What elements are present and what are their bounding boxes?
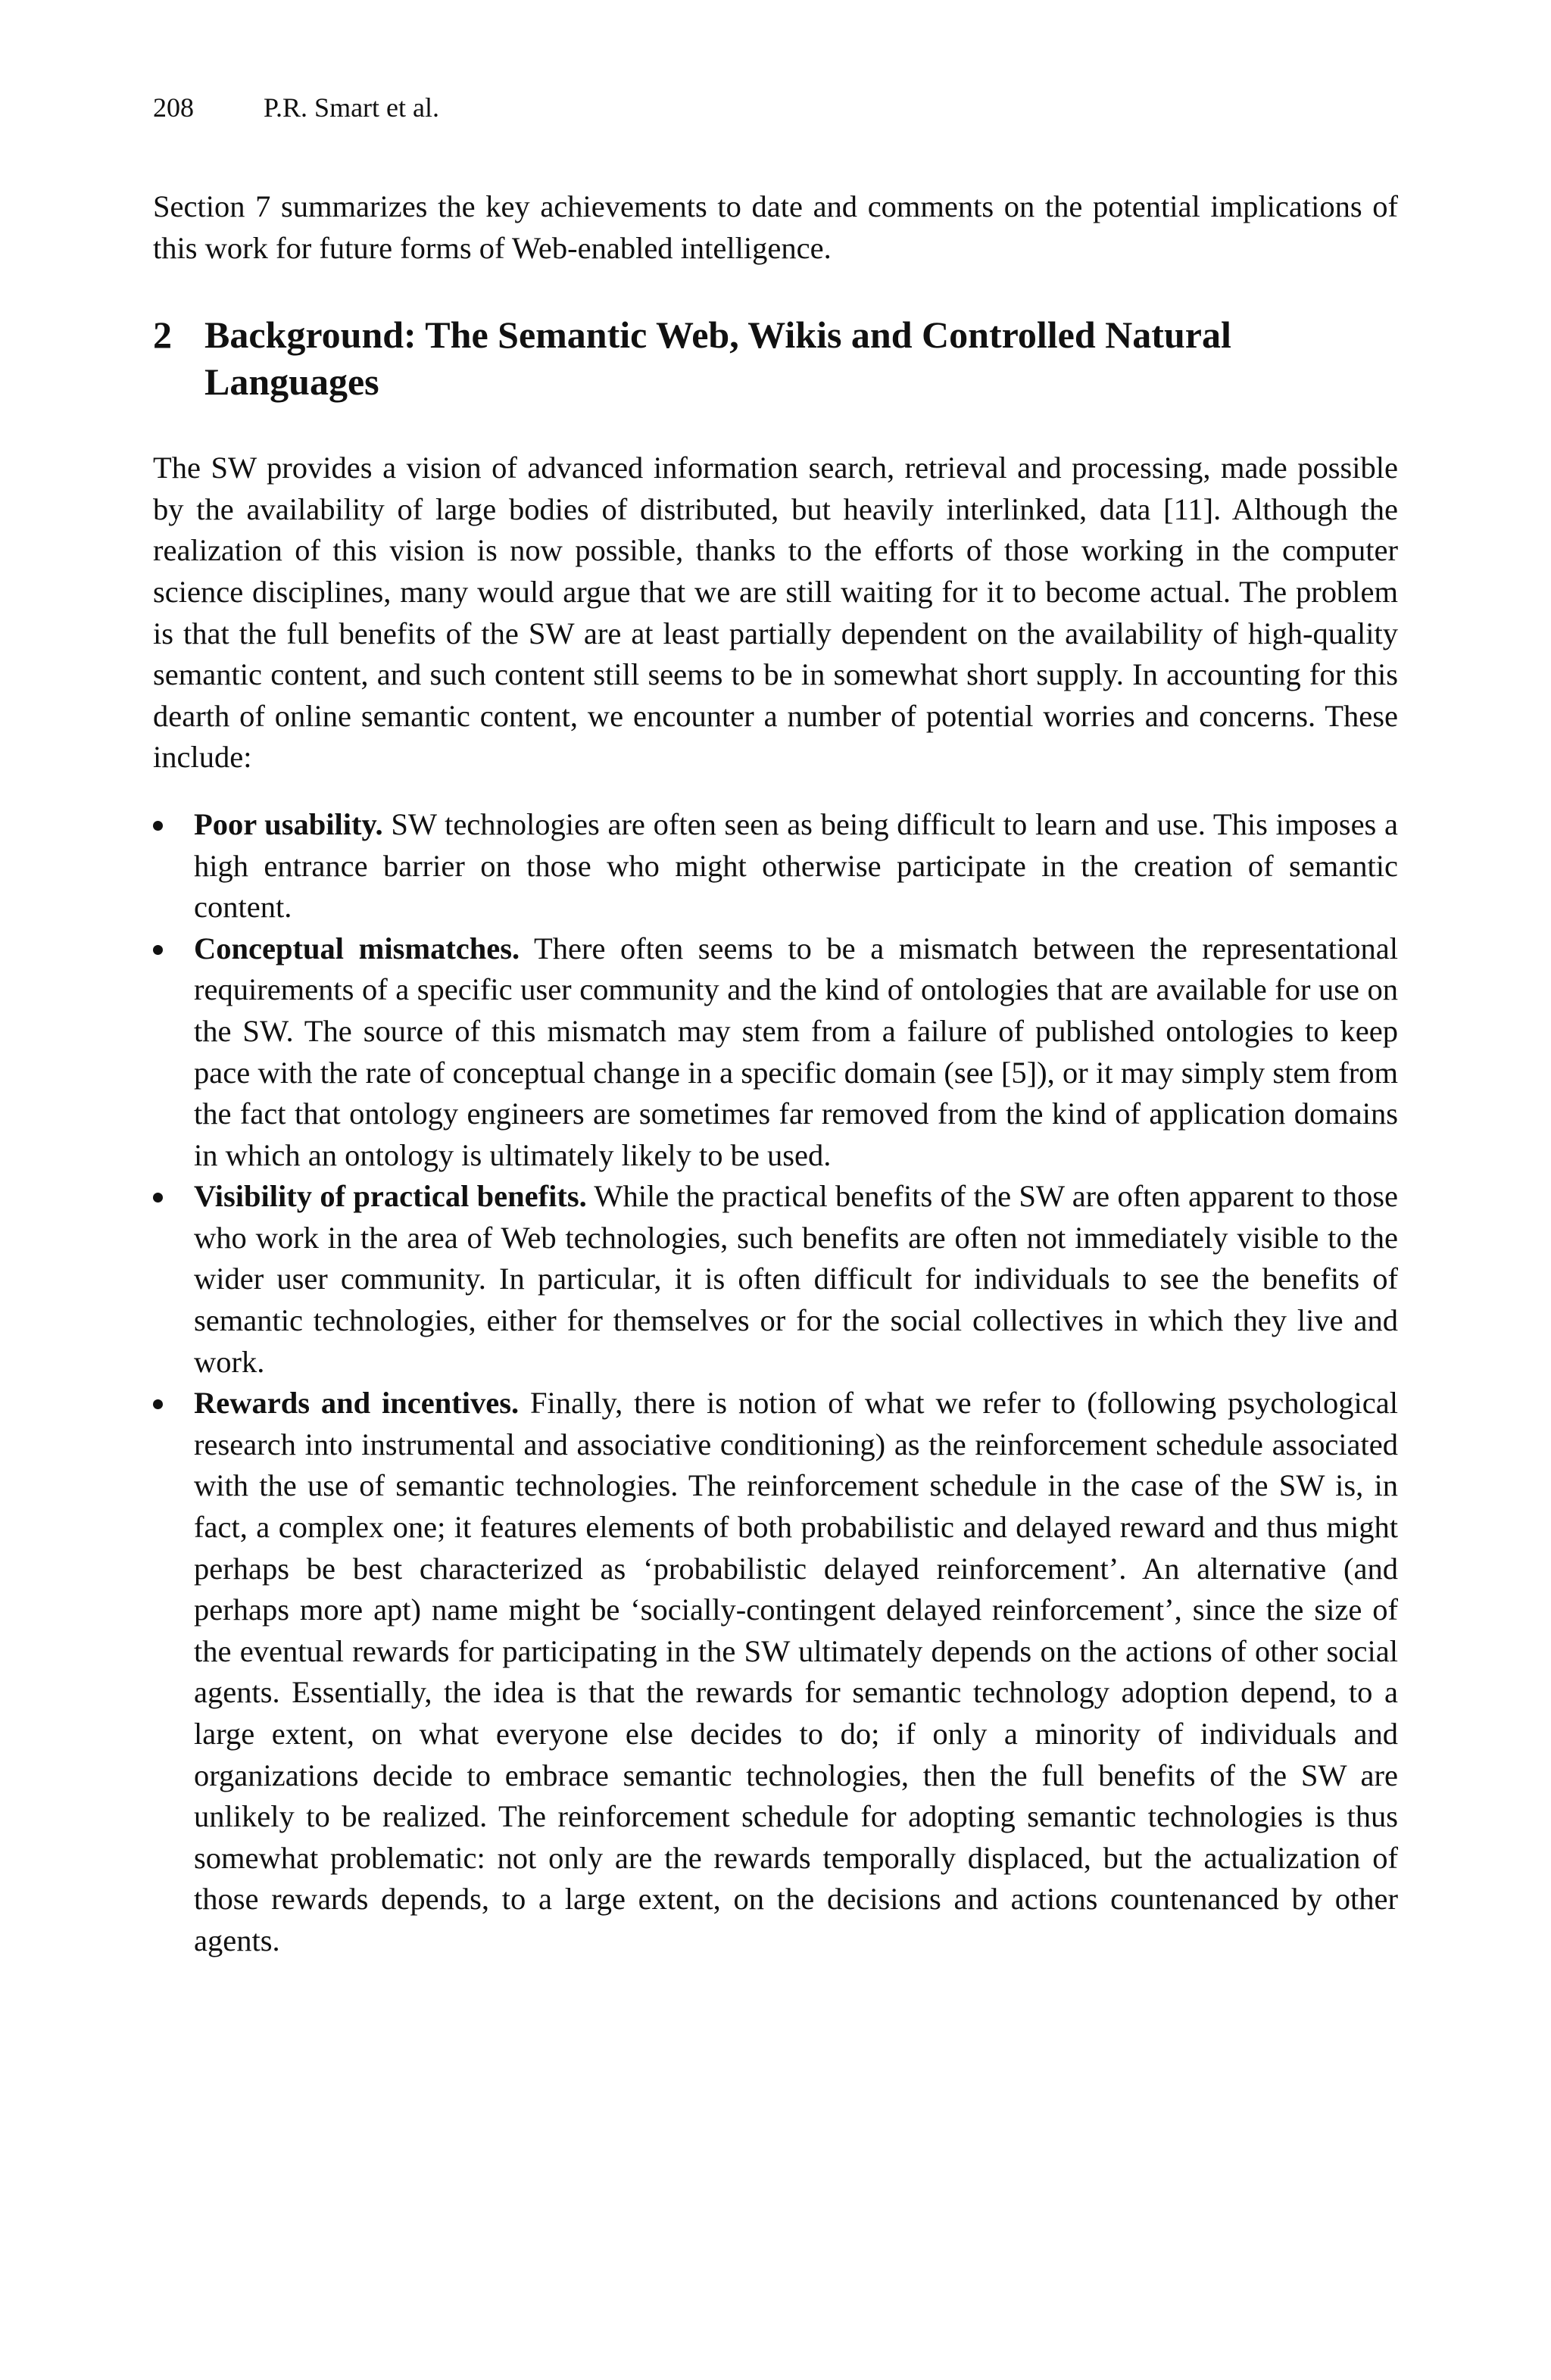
- list-item-text: SW technologies are often seen as being difficult to learn and use. This imposes a high entrance barrier on those who might otherwise participate in the creation of semantic content.: [194, 806, 1398, 925]
- list-item-text: Finally, there is notion of what we refer to (following psychological research into instrumental and associative conditioning) as the reinforcement schedule associated with the use of semantic technologies. The reinforcement schedule in the case of the SW is, in fact, a complex one; it features elements of both probabilistic and delayed reward and thus might perhaps be best characterized as ‘probabilistic delayed reinforcement’. An alternative (and perhaps more apt) name might be ‘socially-contingent delayed reinforcement’, since the size of the eventual rewards for participating in the SW ultimately depends on the actions of other social agents. Essentially, the idea is that the rewards for semantic technology adoption depend, to a large extent, on what everyone else decides to do; if only a minority of individuals and organizations decide to embrace semantic technologies, then the full benefits of the SW are unlikely to be realized. The reinforcement schedule for adopting semantic technologies is thus somewhat problematic: not only are the rewards temporally displaced, but the actualization of those rewards depends, to a large extent, on the decisions and actions countenanced by other agents.: [194, 1386, 1398, 1957]
- concerns-list: [153, 804, 1398, 1962]
- list-item-term: Visibility of practical benefits.: [194, 1179, 587, 1214]
- body-paragraph: The SW provides a vision of advanced information search, retrieval and processing, made possible by the availability of large bodies of distributed, but heavily interlinked, data [11]. Although the realization of this vision is now possible, thanks to the efforts of those working in the computer science disciplines, many would argue that we are still waiting for it to become actual. The problem is that the full benefits of the SW are at least partially dependent on the availability of high-quality semantic content, and such content still seems to be in somewhat short supply. In accounting for this dearth of online semantic content, we encounter a number of potential worries and concerns. These include:: [153, 451, 1398, 775]
- list-item-term: Rewards and incentives.: [194, 1386, 520, 1421]
- list-item-term: Poor usability.: [194, 806, 383, 841]
- intro-paragraph: Section 7 summarizes the key achievements to date and comments on the potential implications of this work for future forms of Web-enabled intelligence.: [153, 189, 1398, 265]
- page-number: 208: [153, 92, 194, 123]
- list-item-text: There often seems to be a mismatch between the representational requirements of a specific user community and the kind of ontologies that are available for use on the SW. The source of this mismatch may stem from a failure of published ontologies to keep pace with the rate of conceptual change in a specific domain (see [5]), or it may simply stem from the fact that ontology engineers are sometimes far removed from the kind of application domains in which an ontology is ultimately likely to be used.: [194, 931, 1398, 1172]
- bullet-dot: [153, 945, 163, 955]
- list-item-term: Conceptual mismatches.: [194, 931, 520, 965]
- running-head: [153, 91, 1398, 124]
- bullet-dot: [153, 1193, 163, 1202]
- list-item: [153, 804, 1398, 928]
- list-item-text: While the practical benefits of the SW are often apparent to those who work in the area of Web technologies, such benefits are often not immediately visible to the wider user community. In particular, it is often difficult for individuals to see the benefits of semantic technologies, either for themselves or for the social collectives in which they live and work.: [194, 1179, 1398, 1379]
- bullet-dot: [153, 1399, 163, 1409]
- section-number: 2: [153, 313, 172, 357]
- list-item: [153, 1383, 1398, 1961]
- list-item: [153, 928, 1398, 1177]
- running-head-authors: P.R. Smart et al.: [264, 92, 439, 123]
- section-heading: [153, 311, 1398, 405]
- section-title: Background: The Semantic Web, Wikis and Controlled Natural Languages: [204, 313, 1231, 404]
- bullet-dot: [153, 821, 163, 831]
- list-item: [153, 1176, 1398, 1383]
- paper-page: [153, 91, 1398, 1962]
